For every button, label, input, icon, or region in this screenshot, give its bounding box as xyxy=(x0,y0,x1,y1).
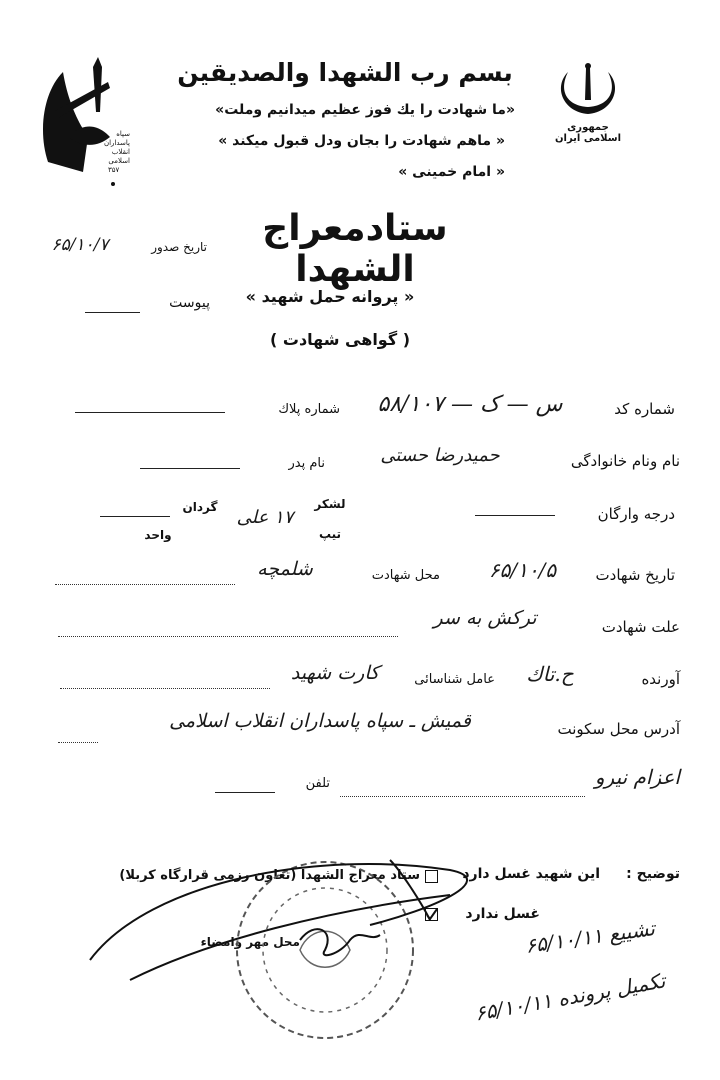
issue-date-value: ۶۵/۱۰/۷ xyxy=(51,235,109,255)
iran-emblem xyxy=(548,62,628,152)
date-value: ۶۵/۱۰/۵ xyxy=(488,558,557,582)
handwritten-note-1: تشییع ۶۵/۱۰/۱۱ xyxy=(523,916,657,958)
attachment-line xyxy=(85,312,140,313)
page-subtitle: « پروانه حمل شهید » xyxy=(245,287,415,306)
rank-tip: تیپ xyxy=(318,527,342,541)
iran-emblem-text: جمهوری اسلامی ایران xyxy=(554,122,621,144)
place-dots xyxy=(55,584,235,585)
irgc-emblem xyxy=(38,52,128,192)
name-label: نام ونام خانوادگی xyxy=(570,452,680,470)
signature xyxy=(70,840,490,990)
quote-line-1: «ما شهادت را یك فوز عظیم میدانیم وملت» xyxy=(215,102,515,118)
rank-gordan: گردان xyxy=(182,500,218,514)
page-title: ستادمعراج الشهدا xyxy=(262,208,448,290)
bismillah: بسم رب الشهدا والصديقين xyxy=(177,58,513,87)
identifier-label: عامل شناسائی xyxy=(414,672,495,687)
handwritten-note-2: تکمیل پرونده ۶۵/۱۰/۱۱ xyxy=(472,968,668,1026)
identifier-dots xyxy=(60,688,270,689)
issue-date-label: تاریخ صدور xyxy=(151,240,207,254)
address-value: قمیش ـ سپاه پاسداران انقلاب اسلامی xyxy=(169,710,471,732)
father-label: نام پدر xyxy=(288,456,325,471)
address2-dots xyxy=(340,796,585,797)
code-label: شماره کد xyxy=(614,400,675,418)
stamp-sign-label: محل مهر وامضاء xyxy=(200,935,300,949)
rank-lashkar: لشکر xyxy=(314,497,346,511)
rank-line xyxy=(475,515,555,516)
place-label: محل شهادت xyxy=(371,568,440,583)
date-label: تاریخ شهادت xyxy=(595,566,675,584)
cause-dots xyxy=(58,636,398,637)
phone-label: تلفن xyxy=(305,776,330,791)
identifier-value: کارت شهید xyxy=(290,662,380,684)
rank-label: درجه وارگان xyxy=(597,505,675,523)
address-value-2: اعزام نیرو xyxy=(594,765,680,789)
plaque-label: شماره پلاك xyxy=(278,402,340,417)
quote-author: « امام خمینی » xyxy=(398,164,505,180)
bringer-label: آورنده xyxy=(641,670,680,688)
father-line xyxy=(140,468,240,469)
address-dots xyxy=(58,742,98,743)
stamp-label: ستاد معراج الشهدا (تعاون رزمی قرارگاه کربلا) xyxy=(119,868,420,883)
plaque-line xyxy=(75,412,225,413)
code-value: ۵۸/۱۰۷ — س — ک xyxy=(377,392,563,417)
cause-label: علت شهادت xyxy=(601,618,680,636)
cause-value: ترکش به سر xyxy=(433,607,537,629)
rank-vahed: واحد xyxy=(144,528,172,542)
rank-value: ۱۷ علی xyxy=(236,507,294,528)
note-label: توضیح : xyxy=(626,866,680,882)
irgc-emblem-text: سپاه پاسداران انقلاب اسلامی ۳۵۷ xyxy=(103,130,130,174)
note-text: این شهید غسل دارد xyxy=(462,866,600,882)
attachment-label: پیوست xyxy=(169,295,210,311)
rank-line-2 xyxy=(100,516,170,517)
page-subtitle-2: ( گواهی شهادت ) xyxy=(269,330,411,349)
quote-line-2: « ماهم شهادت را بجان ودل قبول میکند » xyxy=(218,133,505,149)
phone-line xyxy=(215,792,275,793)
name-value: حمیدرضا حستی xyxy=(380,445,500,466)
place-value: شلمچه xyxy=(257,558,313,580)
bringer-value: ح.تاك xyxy=(526,662,574,686)
no-ghosl-label: غسل ندارد xyxy=(465,906,540,922)
address-label: آدرس محل سکونت xyxy=(557,720,680,738)
